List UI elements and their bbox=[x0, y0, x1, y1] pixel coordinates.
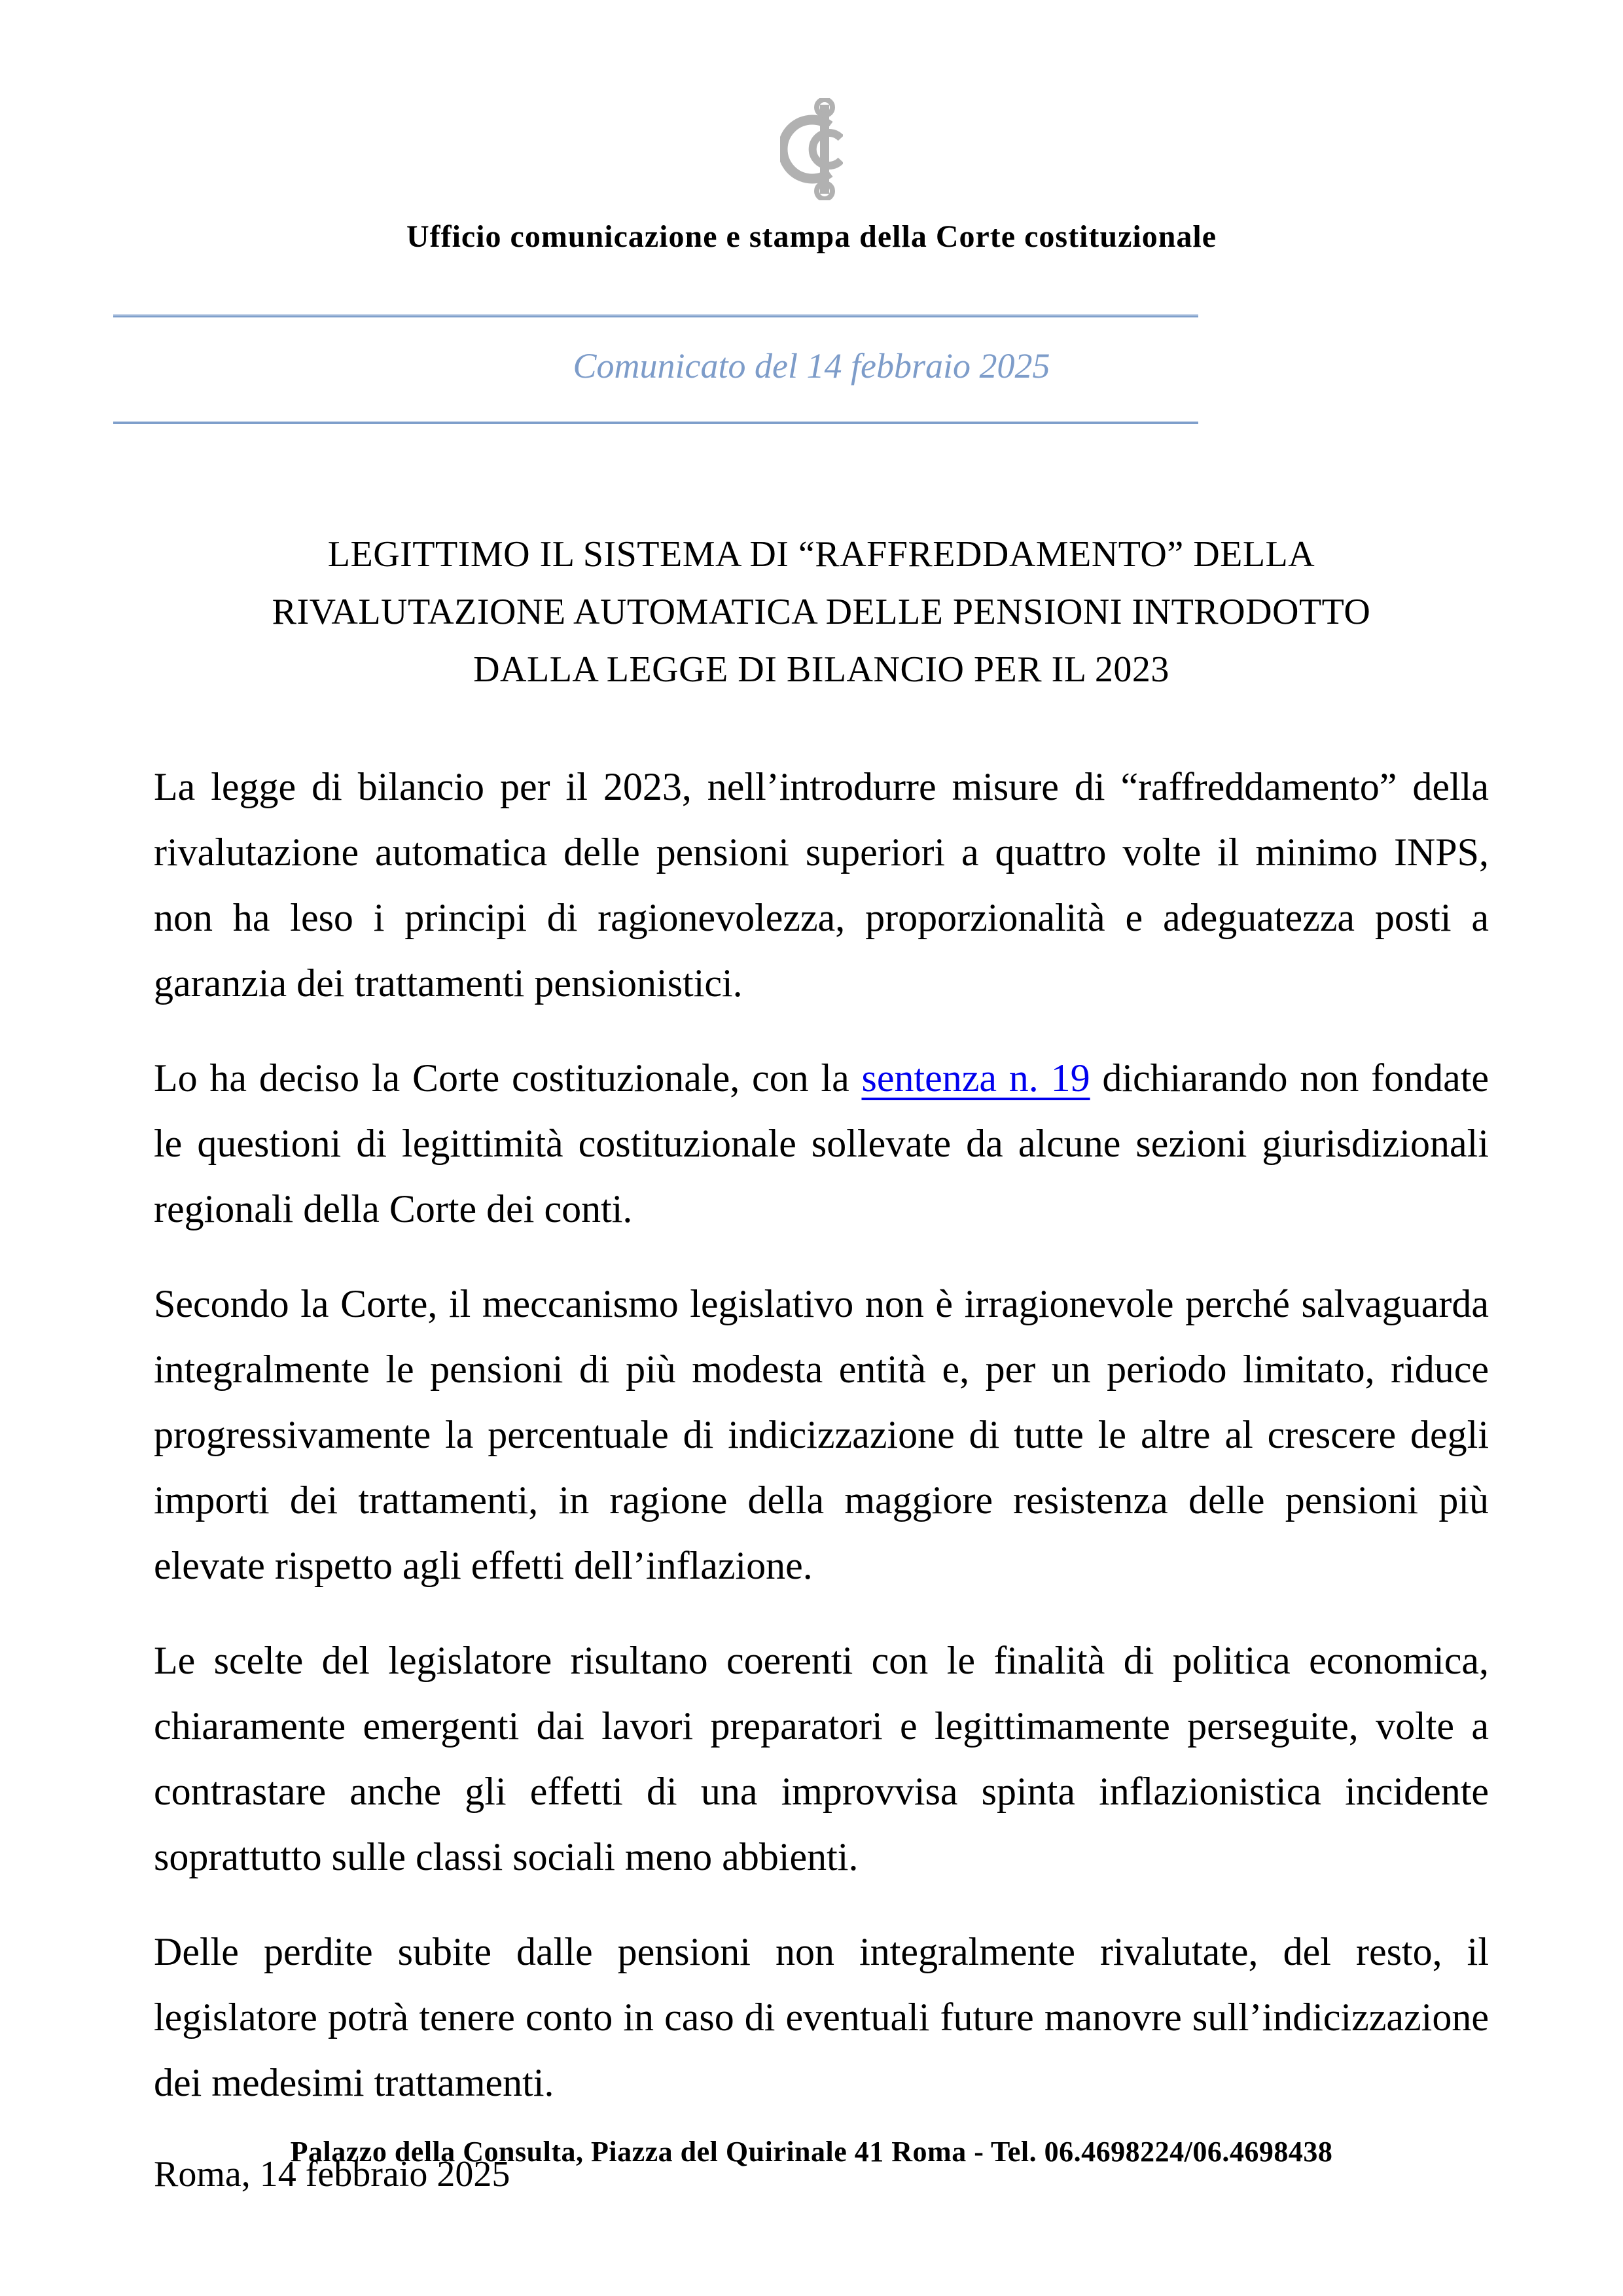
title-line-2: RIVALUTAZIONE AUTOMATICA DELLE PENSIONI INTRODOTTO bbox=[272, 592, 1371, 632]
press-release-title bbox=[154, 526, 1489, 698]
sentenza-n19-link[interactable]: sentenza n. 19 bbox=[861, 1056, 1090, 1100]
paragraph-1: La legge di bilancio per il 2023, nell’introdurre misure di “raffreddamento” della rivalutazione automatica delle pensioni superiori a quattro volte il minimo INPS, non ha leso i principi di ragionevolezza, proporzionalità e adeguatezza posti a garanzia dei trattamenti pensionistici. bbox=[154, 765, 1489, 1005]
title-line-1: LEGITTIMO IL SISTEMA DI “RAFFREDDAMENTO” DELLA bbox=[327, 534, 1315, 575]
divider-top bbox=[113, 314, 1198, 317]
paragraph-3: Secondo la Corte, il meccanismo legislativo non è irragionevole perché salvaguarda integralmente le pensioni di più modesta entità e, per un periodo limitato, riduce progressivamente la percentuale di indicizzazione di tutte le altre al crescere degli importi dei trattamenti, in ragione della maggiore resistenza delle pensioni più elevate rispetto agli effetti dell’inflazione. bbox=[154, 1282, 1489, 1587]
paragraph-4: Le scelte del legislatore risultano coerenti con le finalità di politica economica, chiaramente emergenti dai lavori preparatori e legittimamente perseguite, volte a contrastare anche gli effetti di una improvvisa spinta inflazionistica incidente soprattutto sulle classi sociali meno abbienti. bbox=[154, 1639, 1489, 1878]
divider-bottom bbox=[113, 421, 1198, 424]
dateline: Roma, 14 febbraio 2025 bbox=[154, 2154, 510, 2195]
court-monogram-logo bbox=[780, 98, 843, 200]
court-monogram-icon bbox=[780, 98, 843, 200]
paragraph-5: Delle perdite subite dalle pensioni non integralmente rivalutate, del resto, il legislatore potrà tenere conto in caso di eventuali future manovre sull’indicizzazione dei medesimi trattamenti. bbox=[154, 1930, 1489, 2104]
document-content bbox=[0, 526, 1623, 2197]
footer-address: Palazzo della Consulta, Piazza del Quirinale 41 Roma - Tel. 06.4698224/06.4698438 bbox=[290, 2136, 1333, 2168]
title-line-3: DALLA LEGGE DI BILANCIO PER IL 2023 bbox=[473, 649, 1169, 690]
body-text bbox=[154, 754, 1489, 2197]
comunicato-date-line: Comunicato del 14 febbraio 2025 bbox=[573, 346, 1050, 386]
paragraph-2 bbox=[154, 1045, 1489, 1242]
paragraph-2-after-link: dichiarando non fondate le questioni di legittimità costituzionale sollevate da alcune sezioni giurisdizionali regionali della Corte dei conti. bbox=[154, 1056, 1489, 1230]
paragraph-2-before-link: Lo ha deciso la Corte costituzionale, con la bbox=[154, 1056, 862, 1100]
office-name: Ufficio comunicazione e stampa della Corte costituzionale bbox=[406, 219, 1217, 254]
